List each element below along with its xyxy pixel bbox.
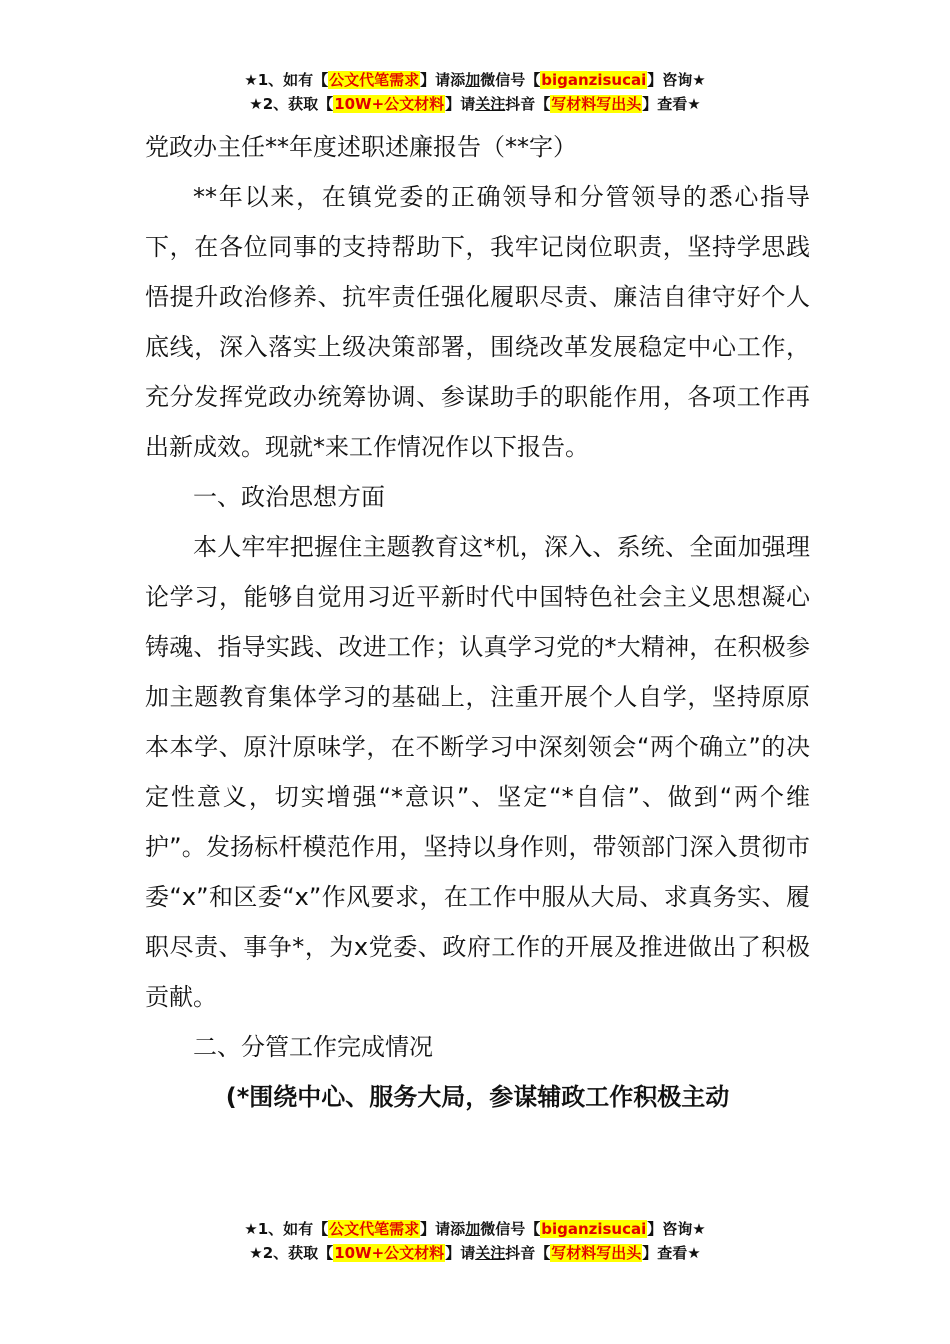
footer-banner <box>0 1217 950 1265</box>
highlight-service: 公文代笔需求 <box>329 71 420 89</box>
section-2-subheading: (*围绕中心、服务大局，参谋辅政工作积极主动 <box>225 1083 730 1111</box>
intro-paragraph: **年以来，在镇党委的正确领导和分管领导的悉心指导下，在各位同事的支持帮助下，我牢记岗位职责，坚持学思践悟提升政治修养、抗牢责任强化履职尽责、廉洁自律守好个人底线，深入落实上级决策部署，围绕改革发展稳定中心工作，充分发挥党政办统筹协调、参谋助手的职能作用，各项工作再出新成效。现就*来工作情况作以下报告。 <box>145 183 810 461</box>
banner-line-1: ★1、如有【公文代笔需求】请添加微信号【biganzisucai】咨询★ <box>244 71 706 89</box>
highlight-materials: 10W+公文材料 <box>334 95 445 113</box>
document-title: 党政办主任**年度述职述廉报告（**字） <box>145 133 577 161</box>
highlight-wechat-id: biganzisucai <box>541 1220 647 1238</box>
highlight-douyin-account: 写材料写出头 <box>551 95 642 113</box>
section-2-heading: 二、分管工作完成情况 <box>193 1033 433 1061</box>
highlight-service: 公文代笔需求 <box>329 1220 420 1238</box>
header-banner <box>0 68 950 116</box>
banner-line-2: ★2、获取【10W+公文材料】请关注抖音【写材料写出头】查看★ <box>249 1244 701 1262</box>
banner-line-1: ★1、如有【公文代笔需求】请添加微信号【biganzisucai】咨询★ <box>244 1220 706 1238</box>
section-1-heading: 一、政治思想方面 <box>193 483 385 511</box>
section-1-paragraph: 本人牢牢把握住主题教育这*机，深入、系统、全面加强理论学习，能够自觉用习近平新时代中国特色社会主义思想凝心铸魂、指导实践、改进工作；认真学习党的*大精神，在积极参加主题教育集体学习的基础上，注重开展个人自学，坚持原原本本学、原汁原味学，在不断学习中深刻领会“两个确立”的决定性意义，切实增强“*意识”、坚定“*自信”、做到“两个维护”。发扬标杆模范作用，坚持以身作则，带领部门深入贯彻市委“x”和区委“x”作风要求，在工作中服从大局、求真务实、履职尽责、事争*，为x党委、政府工作的开展及推进做出了积极贡献。 <box>145 533 810 1011</box>
highlight-wechat-id: biganzisucai <box>541 71 647 89</box>
highlight-douyin-account: 写材料写出头 <box>551 1244 642 1262</box>
highlight-materials: 10W+公文材料 <box>334 1244 445 1262</box>
document-body <box>145 172 810 1122</box>
banner-line-2: ★2、获取【10W+公文材料】请关注抖音【写材料写出头】查看★ <box>249 95 701 113</box>
